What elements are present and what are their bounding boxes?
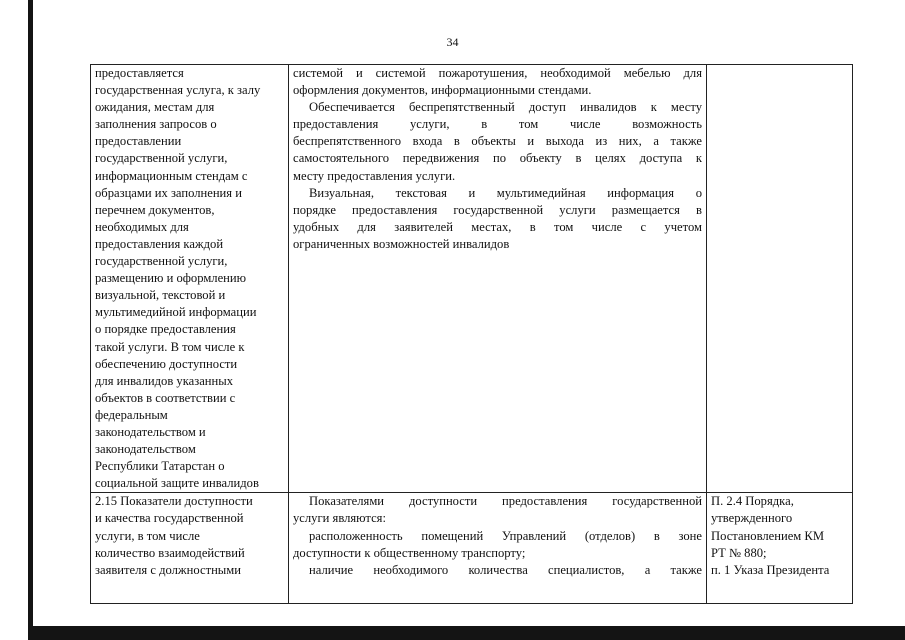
text-line: мультимедийной информации (95, 305, 257, 320)
text-line: информационным стендам с (95, 168, 248, 183)
text-line: Постановлением КМ (711, 528, 825, 543)
text-line: такой услуги. В том числе к (95, 339, 245, 354)
text-line: наличие необходимого количества специалистов, а также (309, 562, 702, 577)
text-line: самостоятельного передвижения по объекту в целях доступа к (293, 151, 702, 166)
text-line: визуальной, текстовой и (95, 288, 226, 303)
text-line: предоставления услуги, в том числе возможность (293, 117, 702, 132)
text-line: утвержденного (711, 511, 793, 526)
row2-reference-text (711, 493, 848, 578)
text-line: предоставляется (95, 66, 184, 80)
text-line: объектов в соответствии с (95, 390, 236, 405)
text-line: о порядке предоставления (95, 322, 236, 337)
page-number: 34 (446, 35, 459, 49)
row2-requirement-cell (91, 493, 289, 604)
text-line: образцами их заполнения и (95, 185, 242, 200)
text-line: порядке предоставления государственной услуги размещается в (293, 202, 702, 217)
text-line: оформления документов, информационными стендами. (293, 83, 592, 98)
row2-reference-cell (707, 493, 853, 604)
text-line: предоставления каждой (95, 236, 224, 251)
text-line: социальной защите инвалидов (95, 476, 259, 491)
row1-content-cell (289, 65, 707, 493)
table-row (91, 65, 853, 493)
text-line: для инвалидов указанных (95, 373, 234, 388)
text-line: размещению и оформлению (95, 271, 247, 286)
row1-reference-cell (707, 65, 853, 493)
text-line: и качества государственной (95, 511, 244, 526)
text-line: услуги являются: (293, 511, 386, 526)
text-line: законодательством (95, 442, 196, 457)
text-line: удобных для заявителей местах, в том числе с учетом (293, 219, 702, 234)
row1-requirement-text (95, 65, 284, 492)
scan-edge-bottom (28, 626, 905, 640)
text-line: Обеспечивается беспрепятственный доступ инвалидов к месту (309, 100, 702, 115)
text-line: услуги, в том числе (95, 528, 200, 543)
text-line: государственной услуги, (95, 151, 228, 166)
text-line: государственная услуга, к залу (95, 83, 261, 98)
text-line: законодательством и (95, 424, 206, 439)
text-line: Показателями доступности предоставления государственной (309, 494, 702, 509)
row1-requirement-cell (91, 65, 289, 493)
text-line: Республики Татарстан о (95, 459, 225, 474)
table-row (91, 493, 853, 604)
text-line: перечнем документов, (95, 202, 215, 217)
row2-content-text (293, 493, 702, 578)
text-line: месту предоставления услуги. (293, 168, 456, 183)
text-line: беспрепятственного входа в объекты и выхода из них, а также (293, 134, 702, 149)
text-line: заполнения запросов о (95, 117, 217, 132)
text-line: ожидания, местам для (95, 100, 215, 115)
text-line: П. 2.4 Порядка, (711, 494, 794, 509)
text-line: 2.15 Показатели доступности (95, 494, 253, 509)
row2-requirement-text (95, 493, 284, 578)
row1-content-text (293, 65, 702, 253)
text-line: системой и системой пожаротушения, необходимой мебелью для (293, 66, 702, 80)
row2-content-cell (289, 493, 707, 604)
text-line: РТ № 880; (711, 545, 767, 560)
text-line: обеспечению доступности (95, 356, 238, 371)
regulation-table (90, 64, 853, 604)
text-line: необходимых для (95, 219, 189, 234)
text-line: ограниченных возможностей инвалидов (293, 236, 510, 251)
text-line: федеральным (95, 407, 168, 422)
scan-edge-left (28, 0, 33, 628)
text-line: количество взаимодействий (95, 545, 245, 560)
text-line: заявителя с должностными (95, 562, 241, 577)
text-line: доступности к общественному транспорту; (293, 545, 526, 560)
text-line: п. 1 Указа Президента (711, 562, 830, 577)
text-line: Визуальная, текстовая и мультимедийная информация о (309, 185, 702, 200)
text-line: расположенность помещений Управлений (отделов) в зоне (309, 528, 702, 543)
text-line: государственной услуги, (95, 254, 228, 269)
text-line: предоставлении (95, 134, 182, 149)
